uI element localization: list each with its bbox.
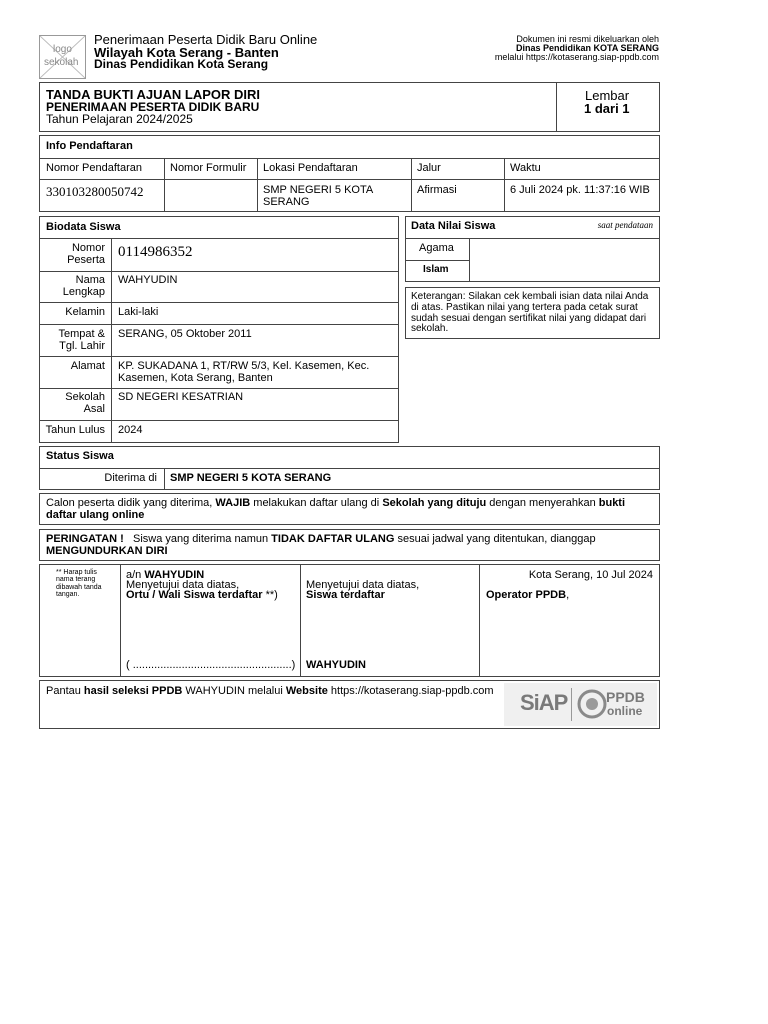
signature-col1-line2: Menyetujui data diatas, <box>126 579 240 591</box>
header-right-3: melalui https://kotaserang.siap-ppdb.com <box>494 52 659 62</box>
info-header-nomor-pendaftaran: Nomor Pendaftaran <box>46 162 142 174</box>
header-right-2: Dinas Pendidikan KOTA SERANG <box>515 43 659 53</box>
info-value-jalur: Afirmasi <box>417 184 457 196</box>
value-nomor-peserta: 0114986352 <box>118 244 193 260</box>
signature-note: ** Harap tulis nama terang dibawah tanda tangan. <box>56 569 102 599</box>
school-logo-placeholder <box>39 35 86 79</box>
info-header-lokasi: Lokasi Pendaftaran <box>263 162 358 174</box>
value-alamat: KP. SUKADANA 1, RT/RW 5/3, Kel. Kasemen, Kec. Kasemen, Kota Serang, Banten <box>118 360 370 384</box>
info-value-lokasi: SMP NEGERI 5 KOTA SERANG <box>263 184 373 208</box>
logo-text-1: logo <box>53 44 72 55</box>
info-header-nomor-formulir: Nomor Formulir <box>170 162 247 174</box>
label-alamat: Alamat <box>70 360 105 372</box>
header-title-1: Penerimaan Peserta Didik Baru Online <box>94 32 318 47</box>
doc-year: Tahun Pelajaran 2024/2025 <box>46 112 193 126</box>
info-value-waktu: 6 Juli 2024 pk. 11:37:16 WIB <box>510 184 650 196</box>
footer-text: Pantau hasil seleksi PPDB WAHYUDIN melalui Website https://kotaserang.siap-ppdb.com <box>46 685 494 697</box>
nilai-title: Data Nilai Siswa <box>411 220 496 232</box>
notice-daftar-ulang: Calon peserta didik yang diterima, WAJIB melakukan daftar ulang di Sekolah yang dituju dengan menyerahkan bukti daftar ulang online <box>46 497 626 521</box>
signature-an: a/n WAHYUDIN <box>126 569 205 581</box>
info-header-waktu: Waktu <box>510 162 541 174</box>
label-sekolah-asal: Sekolah Asal <box>65 391 105 415</box>
ppdb-emblem-icon <box>577 688 607 721</box>
info-header-jalur: Jalur <box>417 162 441 174</box>
signature-col2-line2: Siswa terdaftar <box>306 589 385 601</box>
logo-text-2: sekolah <box>44 57 79 68</box>
status-label: Diterima di <box>104 472 157 484</box>
label-nama-lengkap: Nama Lengkap <box>62 274 105 298</box>
doc-title: TANDA BUKTI AJUAN LAPOR DIRI <box>46 87 261 102</box>
signature-date: Kota Serang, 10 Jul 2024 <box>528 569 653 581</box>
label-kelamin: Kelamin <box>65 306 105 318</box>
lembar-value: 1 dari 1 <box>584 101 630 116</box>
agama-label: Agama <box>419 242 454 254</box>
ppdb-logo-text: PPDB <box>606 689 645 705</box>
signature-col2-line1: Menyetujui data diatas, <box>306 579 420 591</box>
value-kelamin: Laki-laki <box>118 306 159 318</box>
signature-col2-name: WAHYUDIN <box>306 659 366 671</box>
info-title: Info Pendaftaran <box>46 140 133 152</box>
value-nama-lengkap: WAHYUDIN <box>118 274 178 286</box>
header-right-1: Dokumen ini resmi dikeluarkan oleh <box>516 34 659 44</box>
notice-peringatan: PERINGATAN ! Siswa yang diterima namun TIDAK DAFTAR ULANG sesuai jadwal yang ditentukan, dianggap MENGUNDURKAN DIRI <box>46 533 599 557</box>
label-tahun-lulus: Tahun Lulus <box>45 424 105 436</box>
agama-value: Islam <box>423 264 449 275</box>
keterangan-text: Keterangan: Silakan cek kembali isian data nilai Anda di atas. Pastikan nilai yang tertera pada cetak surat sudah sesuai dengan sertifikat nilai yang didapat dari sekolah. <box>411 291 649 335</box>
value-tahun-lulus: 2024 <box>118 424 143 436</box>
status-value: SMP NEGERI 5 KOTA SERANG <box>170 472 332 484</box>
info-value-nomor-pendaftaran: 330103280050742 <box>46 184 144 199</box>
status-title: Status Siswa <box>46 450 114 462</box>
nilai-note: saat pendataan <box>597 220 653 230</box>
lembar-label: Lembar <box>585 88 630 103</box>
biodata-title: Biodata Siswa <box>46 221 121 233</box>
value-sekolah-asal: SD NEGERI KESATRIAN <box>118 391 244 403</box>
ppdb-online-text: online <box>607 704 643 718</box>
value-tempat-tgl-lahir: SERANG, 05 Oktober 2011 <box>118 328 252 340</box>
signature-operator: Operator PPDB, <box>486 589 570 601</box>
label-tempat-tgl-lahir: Tempat & Tgl. Lahir <box>58 328 105 352</box>
doc-subtitle: PENERIMAAN PESERTA DIDIK BARU <box>46 100 260 114</box>
signature-col1-line3: Ortu / Wali Siswa terdaftar **) <box>126 589 278 601</box>
label-nomor-peserta: Nomor Peserta <box>67 242 105 266</box>
header-title-3: Dinas Pendidikan Kota Serang <box>94 57 269 71</box>
signature-col1-blank: ( ....................................................) <box>126 659 296 671</box>
header-title-2: Wilayah Kota Serang - Banten <box>94 45 279 60</box>
siap-logo: SiAP <box>520 690 568 715</box>
